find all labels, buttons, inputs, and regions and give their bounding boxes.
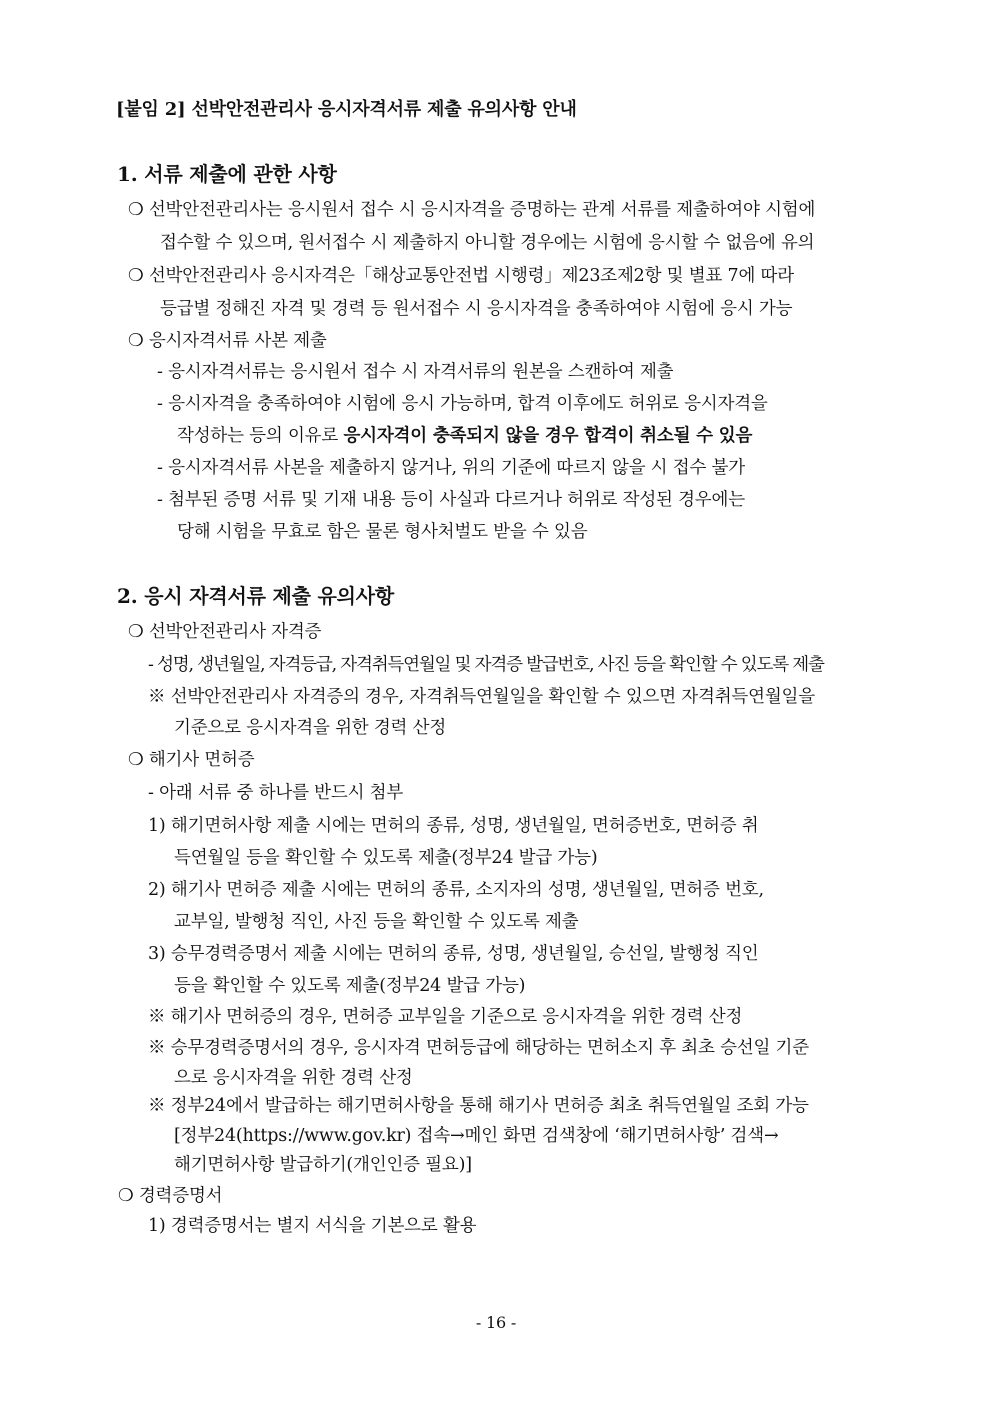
s2-cert-note-line1: ※ 선박안전관리사 자격증의 경우, 자격취득연월일을 확인할 수 있으면 자격취득연월일을 xyxy=(148,687,815,707)
s2-license-note2-line2: 으로 응시자격을 위한 경력 산정 xyxy=(174,1068,413,1088)
section-1-heading: 1. 서류 제출에 관한 사항 xyxy=(117,162,337,186)
s1-item3-sub2-line1: - 응시자격을 충족하여야 시험에 응시 가능하며, 합격 이후에도 허위로 응시자격을 xyxy=(157,394,768,414)
s2-career-title: ❍ 경력증명서 xyxy=(118,1186,223,1206)
s1-item3-sub2-line2 xyxy=(177,424,752,448)
s2-license-note3-line2: [정부24(https://www.gov.kr) 접속→메인 화면 검색창에 ‘해기면허사항’ 검색→ xyxy=(174,1126,779,1146)
s1-item3-sub1: - 응시자격서류는 응시원서 접수 시 자격서류의 원본을 스캔하여 제출 xyxy=(157,362,674,382)
page-number: - 16 - xyxy=(475,1313,517,1332)
s1-item1-line2: 접수할 수 있으며, 원서접수 시 제출하지 아니할 경우에는 시험에 응시할 수 없음에 유의 xyxy=(160,233,815,253)
s1-item3-sub2-bold-warning: 응시자격이 충족되지 않을 경우 합격이 취소될 수 있음 xyxy=(343,426,753,446)
s2-license-note1: ※ 해기사 면허증의 경우, 면허증 교부일을 기준으로 응시자격을 위한 경력 산정 xyxy=(148,1007,743,1027)
s2-license-n3-line1: 3) 승무경력증명서 제출 시에는 면허의 종류, 성명, 생년월일, 승선일, 발행청 직인 xyxy=(148,944,759,964)
s2-license-note3-line1: ※ 정부24에서 발급하는 해기면허사항을 통해 해기사 면허증 최초 취득연월일 조회 가능 xyxy=(148,1096,809,1116)
s2-license-n2-line2: 교부일, 발행청 직인, 사진 등을 확인할 수 있도록 제출 xyxy=(174,912,579,932)
s1-item3-sub3: - 응시자격서류 사본을 제출하지 않거나, 위의 기준에 따르지 않을 시 접수 불가 xyxy=(157,458,745,478)
s1-item2-line1: ❍ 선박안전관리사 응시자격은「해상교통안전법 시행령」제23조제2항 및 별표 7에 따라 xyxy=(128,266,794,286)
s2-license-n3-line2: 등을 확인할 수 있도록 제출(정부24 발급 가능) xyxy=(174,976,526,996)
s2-license-dash: - 아래 서류 중 하나를 반드시 첨부 xyxy=(148,783,404,803)
s1-item3-title: ❍ 응시자격서류 사본 제출 xyxy=(128,331,327,351)
s1-item3-sub2-plain: 작성하는 등의 이유로 xyxy=(177,426,344,446)
s1-item2-line2: 등급별 정해진 자격 및 경력 등 원서접수 시 응시자격을 충족하여야 시험에 응시 가능 xyxy=(160,299,793,319)
s2-license-n1-line2: 득연월일 등을 확인할 수 있도록 제출(정부24 발급 가능) xyxy=(174,848,598,868)
s2-cert-title: ❍ 선박안전관리사 자격증 xyxy=(128,622,322,642)
s2-license-title: ❍ 해기사 면허증 xyxy=(128,750,255,770)
s2-license-note2-line1: ※ 승무경력증명서의 경우, 응시자격 면허등급에 해당하는 면허소지 후 최초 승선일 기준 xyxy=(148,1038,809,1058)
s1-item3-sub4-line2: 당해 시험을 무효로 함은 물론 형사처벌도 받을 수 있음 xyxy=(177,522,588,542)
s2-career-n1: 1) 경력증명서는 별지 서식을 기본으로 활용 xyxy=(148,1216,477,1236)
s2-license-n2-line1: 2) 해기사 면허증 제출 시에는 면허의 종류, 소지자의 성명, 생년월일, 면허증 번호, xyxy=(148,880,764,900)
s2-license-n1-line1: 1) 해기면허사항 제출 시에는 면허의 종류, 성명, 생년월일, 면허증번호, 면허증 취 xyxy=(148,816,759,836)
s1-item3-sub4-line1: - 첨부된 증명 서류 및 기재 내용 등이 사실과 다르거나 허위로 작성된 경우에는 xyxy=(157,490,745,510)
section-2-heading: 2. 응시 자격서류 제출 유의사항 xyxy=(117,584,394,608)
s2-license-note3-line3: 해기면허사항 발급하기(개인인증 필요)] xyxy=(174,1155,472,1175)
s1-item1-line1: ❍ 선박안전관리사는 응시원서 접수 시 응시자격을 증명하는 관계 서류를 제출하여야 시험에 xyxy=(128,200,816,220)
s2-cert-dash: - 성명, 생년월일, 자격등급, 자격취득연월일 및 자격증 발급번호, 사진 등을 확인할 수 있도록 제출 xyxy=(148,655,824,675)
attachment-title: [붙임 2] 선박안전관리사 응시자격서류 제출 유의사항 안내 xyxy=(116,99,577,120)
s2-cert-note-line2: 기준으로 응시자격을 위한 경력 산정 xyxy=(174,718,447,738)
